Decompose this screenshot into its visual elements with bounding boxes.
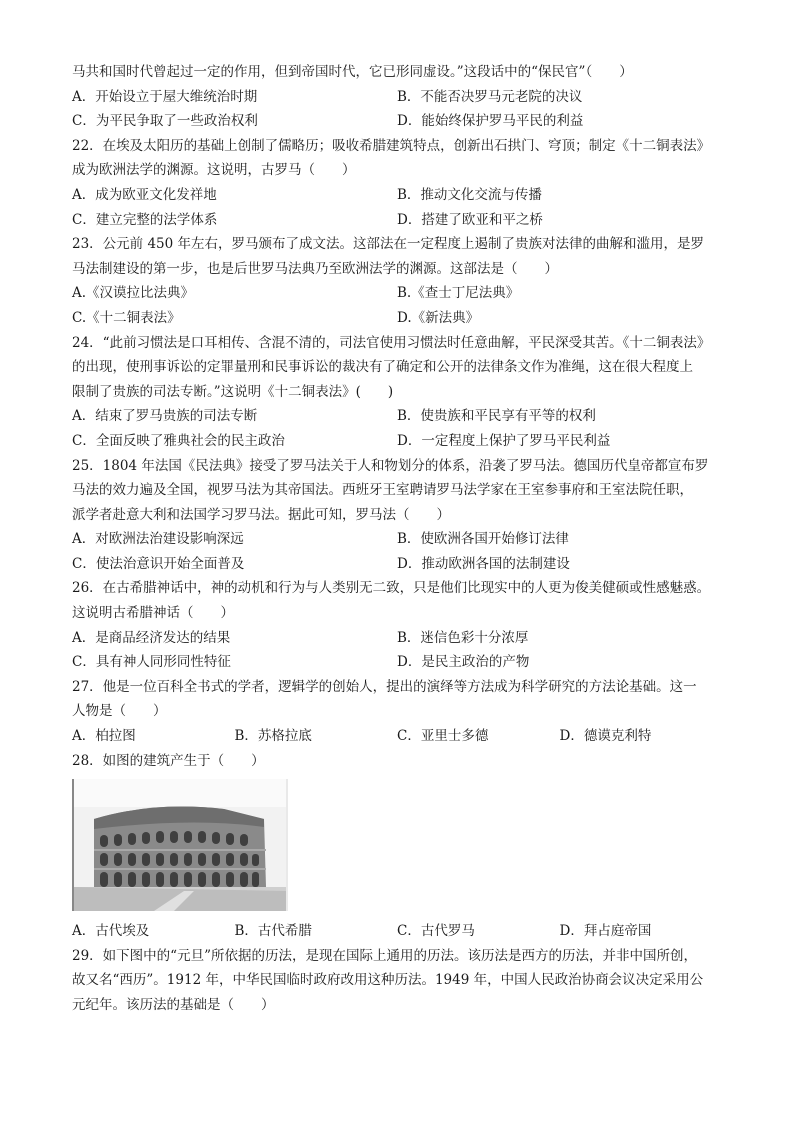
option-d: D．是民主政治的产物 — [397, 654, 530, 671]
q22-stem: 成为欧洲法学的渊源。这说明，古罗马（ ） — [72, 162, 356, 179]
q24-options — [72, 404, 722, 429]
q22-stem: 22．在埃及太阳历的基础上创制了儒略历；吸收希腊建筑特点，创新出石拱门、穹顶；制定《十二铜表法》 — [72, 137, 711, 154]
q28-options — [72, 919, 722, 944]
option-a: A．成为欧亚文化发祥地 — [72, 186, 217, 203]
option-d: D．一定程度上保护了罗马平民利益 — [397, 432, 611, 449]
option-b: B.《查士丁尼法典》 — [397, 285, 520, 302]
q21-stem-tail: 马共和国时代曾起过一定的作用，但到帝国时代，它已形同虚设。”这段话中的“保民官”（ ） — [72, 64, 633, 80]
q23-options — [72, 306, 722, 331]
q22-options — [72, 183, 722, 208]
option-a: A．结束了罗马贵族的司法专断 — [72, 408, 258, 425]
q25-stem: 派学者赴意大利和法国学习罗马法。据此可知，罗马法（ ） — [72, 506, 450, 523]
q25-options — [72, 552, 722, 577]
q25-stem: 25．1804 年法国《民法典》接受了罗马法关于人和物划分的体系，沿袭了罗马法。德国历代皇帝都宣布罗 — [72, 457, 709, 474]
option-c: C．古代罗马 — [397, 923, 475, 940]
q23-options — [72, 281, 722, 306]
option-b: B．苏格拉底 — [234, 728, 312, 745]
option-a: A.《汉谟拉比法典》 — [72, 285, 195, 302]
option-c: C.《十二铜表法》 — [72, 309, 181, 326]
q24-options — [72, 429, 722, 454]
q25-options — [72, 527, 722, 552]
option-d: D．搭建了欧亚和平之桥 — [397, 211, 543, 228]
option-c: C．全面反映了雅典社会的民主政治 — [72, 432, 285, 449]
option-a: A．开始设立于屋大维统治时期 — [72, 88, 258, 105]
q27-stem: 人物是（ ） — [72, 703, 167, 720]
q24-stem: 24．“此前习惯法是口耳相传、含混不清的，司法官使用习惯法时任意曲解，平民深受其苦。《十二铜表法》 — [72, 334, 711, 351]
option-b: B．古代希腊 — [234, 923, 312, 940]
q24-stem: 限制了贵族的司法专断。”这说明《十二铜表法》( ) — [72, 383, 394, 400]
option-a: A．古代埃及 — [72, 923, 150, 940]
option-d: D．推动欧洲各国的法制建设 — [397, 555, 570, 572]
q28-stem: 28．如图的建筑产生于（ ） — [72, 752, 265, 769]
q26-options — [72, 626, 722, 651]
q26-options — [72, 650, 722, 675]
option-a: A．柏拉图 — [72, 728, 136, 745]
q29-stem: 元纪年。该历法的基础是（ ） — [72, 997, 275, 1013]
option-b: B．使欧洲各国开始修订法律 — [397, 531, 569, 548]
q23-stem: 马法制建设的第一步，也是后世罗马法典乃至欧洲法学的渊源。这部法是（ ） — [72, 260, 558, 277]
option-a: A．对欧洲法治建设影响深远 — [72, 531, 244, 548]
q27-options — [72, 724, 722, 749]
option-c: C．亚里士多德 — [397, 728, 489, 745]
option-d: D．拜占庭帝国 — [559, 923, 652, 940]
q24-stem: 的出现，使刑事诉讼的定罪量刑和民事诉讼的裁决有了确定和公开的法律条文作为准绳，这在很大程度上 — [72, 359, 693, 376]
colosseum-illustration — [74, 779, 286, 911]
q22-options — [72, 208, 722, 233]
option-c: C．为平民争取了一些政治权利 — [72, 113, 258, 130]
q26-stem: 26．在古希腊神话中，神的动机和行为与人类别无二致，只是他们比现实中的人更为俊美健硕或性感魅惑。 — [72, 580, 711, 597]
colosseum-photo — [72, 779, 288, 911]
option-c: C．建立完整的法学体系 — [72, 211, 218, 228]
option-c: C．使法治意识开始全面普及 — [72, 555, 245, 572]
option-d: D．能始终保护罗马平民的利益 — [397, 113, 584, 130]
q23-stem: 23．公元前 450 年左右，罗马颁布了成文法。这部法在一定程度上遏制了贵族对法律的曲解和滥用，是罗 — [72, 236, 705, 253]
option-b: B．迷信色彩十分浓厚 — [397, 629, 529, 646]
q27-stem: 27．他是一位百科全书式的学者，逻辑学的创始人，提出的演绎等方法成为科学研究的方法论基础。这一 — [72, 678, 697, 695]
option-c: C．具有神人同形同性特征 — [72, 654, 231, 671]
q21-options — [72, 85, 722, 110]
option-b: B．使贵族和平民享有平等的权利 — [397, 408, 596, 425]
option-d: D.《新法典》 — [397, 309, 480, 326]
q29-stem: 29．如下图中的“元旦”所依据的历法，是现在国际上通用的历法。该历法是西方的历法，并非中国所创， — [72, 947, 697, 964]
option-a: A．是商品经济发达的结果 — [72, 629, 231, 646]
q29-stem: 故又名“西历”。1912 年，中华民国临时政府改用这种历法。1949 年，中国人民政治协商会议决定采用公 — [72, 972, 704, 989]
option-b: B．推动文化交流与传播 — [397, 186, 542, 203]
q25-stem: 马法的效力遍及全国，视罗马法为其帝国法。西班牙王室聘请罗马法学家在王室参事府和王室法院任职， — [72, 482, 693, 499]
q26-stem: 这说明古希腊神话（ ） — [72, 605, 234, 622]
q21-options — [72, 109, 722, 134]
option-b: B．不能否决罗马元老院的决议 — [397, 88, 583, 105]
option-d: D．德谟克利特 — [559, 728, 652, 745]
